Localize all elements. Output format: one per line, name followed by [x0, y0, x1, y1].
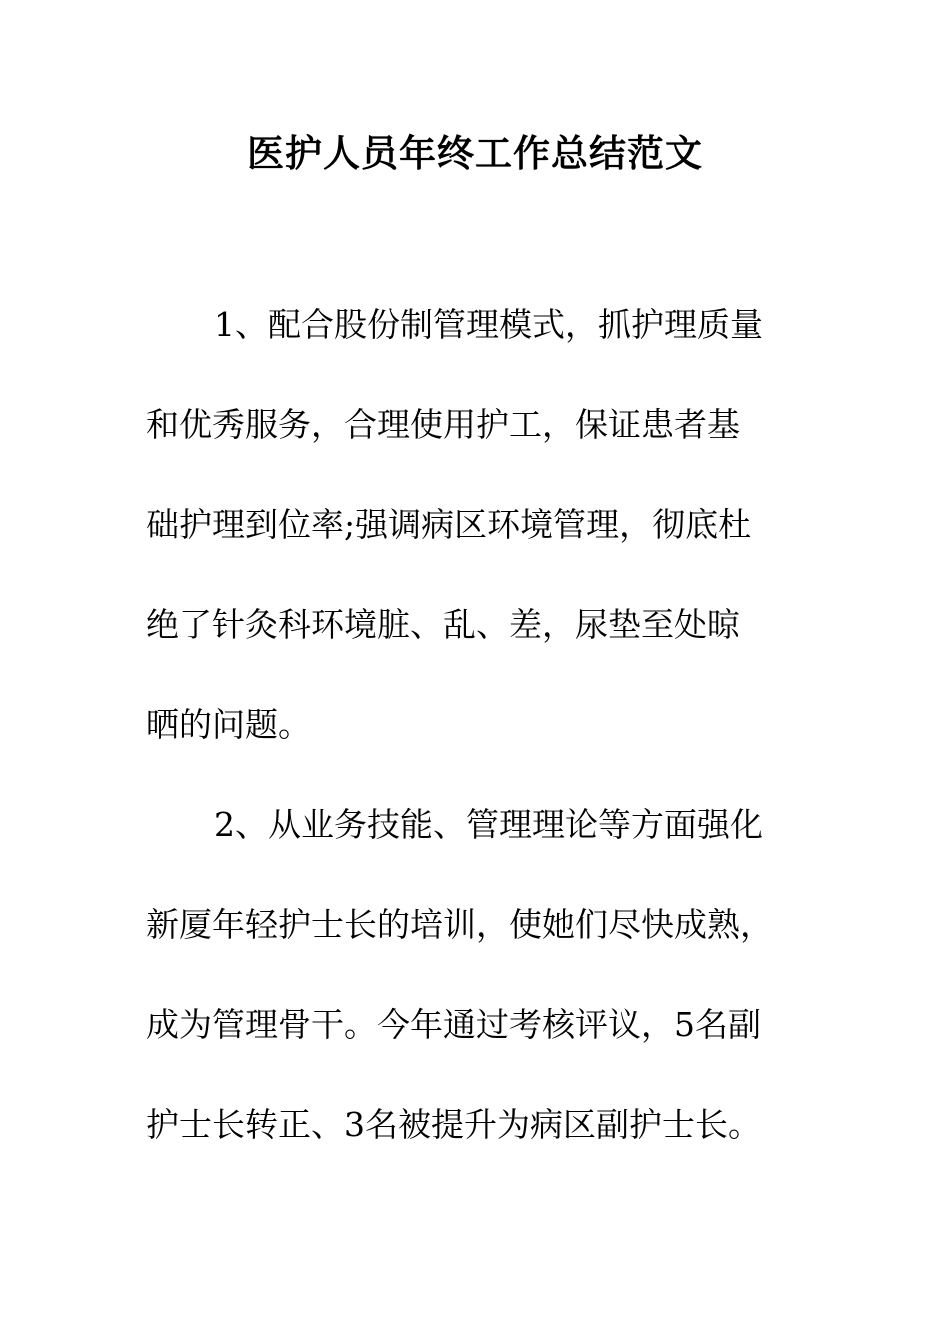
paragraph-line: 新厦年轻护士长的培训，使她们尽快成熟， — [146, 905, 773, 944]
paragraph-1 — [146, 275, 806, 775]
paragraph-line: 晒的问题。 — [146, 705, 311, 744]
paragraph-line: 1、配合股份制管理模式，抓护理质量 — [214, 305, 763, 344]
paragraph-2 — [146, 775, 806, 1175]
paragraph-line: 础护理到位率;强调病区环境管理，彻底杜 — [146, 505, 752, 544]
paragraph-line: 绝了针灸科环境脏、乱、差，尿垫至处晾 — [146, 605, 740, 644]
paragraph-line: 成为管理骨干。今年通过考核评议，5名副 — [146, 1005, 761, 1044]
document-title: 医护人员年终工作总结范文 — [247, 132, 703, 175]
paragraph-line: 2、从业务技能、管理理论等方面强化 — [214, 805, 763, 844]
paragraph-line: 和优秀服务，合理使用护工，保证患者基 — [146, 405, 740, 444]
paragraph-line: 护士长转正、3名被提升为病区副护士长。 — [146, 1105, 761, 1144]
